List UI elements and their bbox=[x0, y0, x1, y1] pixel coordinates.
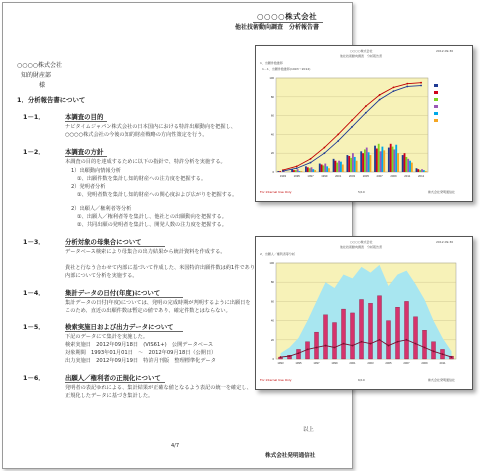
chart1-bar bbox=[366, 148, 368, 172]
chart1-legend-swatch bbox=[434, 98, 438, 101]
chart2-line-point bbox=[280, 356, 282, 358]
chart1-company: ○○○○株式会社 bbox=[350, 49, 373, 53]
chart2-y-tick-label: 40 bbox=[270, 318, 274, 323]
chart2-x-tick-label: 2005 bbox=[385, 361, 392, 365]
chart1-bar bbox=[319, 164, 321, 172]
chart1-legend-swatch bbox=[434, 119, 438, 122]
chart2-y-tick-label: 20 bbox=[270, 337, 274, 342]
section-5-line: 検索実施日 2012年09月18日 (VIS61+) 公開データベース bbox=[65, 342, 214, 348]
chart2-bar bbox=[296, 349, 300, 359]
chart2-line-point bbox=[316, 347, 318, 349]
chart2-line-point bbox=[379, 339, 381, 341]
chart1-line-point bbox=[296, 167, 298, 169]
chart1-line-point bbox=[365, 105, 367, 107]
chart2-line-point bbox=[442, 353, 444, 355]
chart1-bar bbox=[393, 149, 395, 172]
chart2-bar bbox=[359, 299, 363, 359]
chart1-section-label: 1．出願件数推移 bbox=[260, 61, 283, 65]
section-2-underline bbox=[65, 156, 107, 157]
section-5-underline bbox=[65, 331, 183, 332]
section-6-underline bbox=[65, 382, 165, 383]
closing-mark: 以上 bbox=[303, 427, 314, 433]
addressee-company: ○○○○株式会社 bbox=[17, 62, 62, 69]
chart1-bar bbox=[417, 169, 419, 172]
chart1-y-tick-label: 60 bbox=[270, 113, 274, 118]
chart1-bar bbox=[350, 158, 352, 172]
section-3-number: 1－3． bbox=[23, 238, 45, 246]
chart2-line-point bbox=[370, 343, 372, 345]
chart2-company: ○○○○株式会社 bbox=[350, 240, 373, 244]
chart1-y-tick-label: 0 bbox=[272, 170, 274, 174]
section-2-line: ①、出願件数を集計し知的財産への注力度を把握する。 bbox=[77, 176, 207, 182]
chart2-line-point bbox=[388, 345, 390, 347]
section-5-line: 出力実施日 2012年09月19日 特許月刊版 整理標準化データ bbox=[65, 358, 216, 364]
chart2-bar bbox=[386, 321, 390, 359]
chart2-y-tick-label: 0 bbox=[272, 357, 274, 361]
chart1-header-title: 他社技術動向調査 分析報告書 bbox=[340, 54, 383, 58]
chart1-bar bbox=[407, 159, 409, 172]
section-5-number: 1－5． bbox=[23, 323, 45, 331]
chart1-x-tick-label: 1993 bbox=[279, 174, 287, 178]
chart2-line-point bbox=[325, 345, 327, 347]
chart1-x-tick-label: 2003 bbox=[348, 174, 356, 178]
section-5-line: 下記のデータにて集計を実施した。 bbox=[65, 334, 149, 340]
chart1-line-point bbox=[393, 87, 395, 89]
section-2-line: 2）出願人／権利者等分析 bbox=[71, 206, 132, 212]
chart1-footer-page: 5/10 bbox=[358, 190, 365, 194]
chart1-x-tick-label: 2009 bbox=[390, 174, 397, 178]
chart1-line-point bbox=[296, 165, 298, 167]
chart1-bar bbox=[324, 164, 326, 172]
chart1-sub-label: 1－1．出願件数推移(1993～2012) bbox=[262, 67, 311, 71]
chart2-bar bbox=[377, 296, 381, 359]
chart-snapshot-2 bbox=[255, 236, 473, 390]
chart1-bar bbox=[368, 152, 370, 172]
section-6-line: 発明者の表記ゆれによる、集計結果が正確な値となるよう表記の統一を確定し、 bbox=[65, 385, 252, 391]
chart2-x-tick-label: 2003 bbox=[367, 361, 374, 365]
chart2-y-tick-label: 80 bbox=[270, 280, 274, 285]
section-1-number: 1－1． bbox=[23, 113, 45, 121]
chart1-bar bbox=[307, 167, 309, 172]
chart1-bar bbox=[423, 170, 425, 172]
chart2-bar bbox=[332, 323, 336, 359]
chart2-line-point bbox=[289, 355, 291, 357]
chart2-plot bbox=[262, 259, 466, 375]
company-header: ○○○○株式会社 bbox=[257, 12, 318, 21]
chart2-x-tick-label: 2007 bbox=[403, 361, 410, 365]
chart2-line-point bbox=[352, 345, 354, 347]
chart2-line-point bbox=[406, 339, 408, 341]
section-3-line: 内部について分析を実施する。 bbox=[65, 273, 138, 279]
chart1-bar bbox=[311, 167, 313, 172]
chart1-bar bbox=[381, 147, 383, 172]
chart1-bar bbox=[421, 169, 423, 172]
chart1-bar bbox=[323, 165, 325, 172]
chart1-line-point bbox=[351, 119, 353, 121]
section-2-line: ①、発明者数を集計し知的財産への関心度および広がりを把握する。 bbox=[77, 192, 238, 198]
chart2-line-point bbox=[298, 352, 300, 354]
chart1-y-tick-label: 40 bbox=[270, 132, 274, 137]
chart1-line-point bbox=[420, 85, 422, 87]
section-4-line: このため、直近の出願件数は暫定の値であり、確定件数とはならない。 bbox=[65, 308, 231, 314]
chart1-legend-swatch bbox=[434, 91, 438, 94]
chart2-y-tick-label: 100 bbox=[269, 261, 274, 265]
section-5-title: 検索実施日および出力データについて bbox=[65, 323, 174, 331]
chart1-bar bbox=[342, 164, 344, 172]
chart1-bar bbox=[340, 162, 342, 172]
chart1-x-tick-label: 1995 bbox=[293, 174, 300, 178]
chart2-bar bbox=[314, 332, 318, 359]
chart-snapshot-1 bbox=[255, 45, 473, 202]
chart2-section-label: 2．出願人／権利者等分析 bbox=[260, 252, 295, 256]
chart1-bar bbox=[300, 171, 302, 172]
chart1-bar bbox=[395, 145, 397, 172]
chart1-date: 2012.09.30 bbox=[436, 49, 454, 53]
chart1-line-point bbox=[406, 83, 408, 85]
chart2-line-point bbox=[397, 341, 399, 343]
chart2-line-point bbox=[433, 350, 435, 352]
chart1-bar bbox=[354, 157, 356, 172]
chart1-y-tick-label: 80 bbox=[270, 94, 274, 99]
chart2-y-tick-label: 60 bbox=[270, 299, 274, 304]
chart1-bar bbox=[362, 153, 364, 172]
addressee-dept: 知的財産部 bbox=[21, 72, 52, 79]
chart1-legend-swatch bbox=[434, 84, 438, 87]
main-heading: 1．分析報告書について bbox=[17, 96, 86, 104]
chart1-bar bbox=[356, 161, 358, 172]
chart1-bar bbox=[279, 171, 281, 172]
chart2-bar bbox=[323, 315, 327, 359]
section-1-underline bbox=[65, 121, 107, 122]
section-3-title: 分析対象の母集合について bbox=[65, 238, 142, 246]
section-6-number: 1－6． bbox=[23, 374, 45, 382]
section-4-number: 1－4． bbox=[23, 289, 45, 297]
section-1-line: ナビタイムジャパン株式会社の日本国内における特許出願動向を把握し、 bbox=[65, 124, 236, 130]
chart1-bar bbox=[312, 169, 314, 172]
chart1-bar bbox=[338, 161, 340, 172]
chart1-bar bbox=[295, 170, 297, 172]
chart1-bar bbox=[352, 153, 354, 172]
chart1-x-tick-label: 2001 bbox=[335, 174, 342, 178]
chart1-line-point bbox=[365, 112, 367, 114]
chart1-bar bbox=[425, 171, 427, 172]
chart2-line-point bbox=[307, 349, 309, 351]
chart2-x-tick-label: 1995 bbox=[295, 361, 302, 365]
chart1-y-tick-label: 20 bbox=[270, 151, 274, 156]
section-3-underline bbox=[65, 246, 165, 247]
chart1-line-point bbox=[379, 94, 381, 96]
section-6-title: 出願人／権利者の正規化について bbox=[65, 374, 161, 382]
chart1-x-tick-label: 1997 bbox=[307, 174, 314, 178]
footer-company: 株式会社発明通信社 bbox=[265, 453, 316, 459]
chart2-header-title: 他社技術動向調査 分析報告書 bbox=[340, 245, 383, 249]
section-2-line: ②、共同出願の発明者を集計し、開発人数の注力度を把握する。 bbox=[77, 222, 227, 228]
section-4-underline bbox=[65, 297, 183, 298]
chart1-bar bbox=[409, 161, 411, 172]
chart1-bar bbox=[397, 153, 399, 172]
section-5-line: 対象期間 1993年01月01日 ～ 2012年09月18日（公開日） bbox=[65, 350, 217, 356]
chart2-footer-left: For Internal Use Only bbox=[260, 378, 292, 382]
chart1-bar bbox=[370, 155, 372, 172]
report-title: 他社技術動向調査 分析報告書 bbox=[235, 24, 320, 31]
chart1-x-tick-label: 1999 bbox=[321, 174, 328, 178]
chart2-bar bbox=[368, 303, 372, 359]
chart1-bar bbox=[392, 147, 394, 172]
chart1-bar bbox=[404, 153, 406, 172]
section-2-line: 本調査の目的を達成するために以下の指針で、特許分析を実施する。 bbox=[65, 159, 226, 165]
section-2-number: 1－2． bbox=[23, 148, 45, 156]
section-2-line: 2）発明者分析 bbox=[71, 184, 106, 190]
chart2-x-tick-label: 2001 bbox=[349, 361, 356, 365]
chart1-bar bbox=[336, 163, 338, 172]
chart1-line-point bbox=[420, 82, 422, 84]
chart1-bar bbox=[411, 163, 413, 172]
chart1-bar bbox=[297, 169, 299, 172]
chart1-line-point bbox=[406, 86, 408, 88]
chart1-line-point bbox=[393, 90, 395, 92]
chart1-bar bbox=[364, 149, 366, 172]
chart1-bar bbox=[348, 156, 350, 172]
chart1-bar bbox=[405, 157, 407, 172]
chart2-footer-page: 6/10 bbox=[358, 378, 365, 382]
section-4-title: 集計データの日付(年度)について bbox=[65, 289, 161, 297]
chart1-line-point bbox=[310, 158, 312, 160]
section-2-line: 1）出願動向情報分析 bbox=[71, 168, 121, 174]
chart2-x-tick-label: 1993 bbox=[277, 361, 284, 365]
chart1-bar bbox=[321, 164, 323, 172]
chart2-bar bbox=[422, 330, 426, 359]
chart1-bar bbox=[293, 170, 295, 172]
chart1-line-point bbox=[351, 126, 353, 128]
chart1-line-point bbox=[323, 147, 325, 149]
chart2-line-point bbox=[343, 343, 345, 345]
chart1-line-point bbox=[310, 162, 312, 164]
chart1-bar bbox=[380, 151, 382, 172]
chart1-bar bbox=[328, 168, 330, 172]
chart1-bar bbox=[376, 149, 378, 173]
chart2-x-tick-label: 2009 bbox=[421, 361, 428, 365]
chart1-line-point bbox=[337, 140, 339, 142]
chart2-x-tick-label: 1999 bbox=[331, 361, 338, 365]
chart2-bar bbox=[341, 309, 345, 359]
section-1-title: 本調査の目的 bbox=[65, 113, 104, 121]
chart1-plot bbox=[262, 74, 466, 186]
chart1-y-tick-label: 100 bbox=[269, 76, 274, 80]
chart1-footer-left: For Internal Use Only bbox=[260, 190, 292, 194]
chart2-bar bbox=[350, 313, 354, 359]
chart2-bar bbox=[413, 317, 417, 359]
chart2-footer-right: 株式会社発明通信社 bbox=[428, 378, 456, 382]
section-3-line: 貴社と行なう合わせて内部に基づいて作成した、米国特許出願件数は約1件であり bbox=[65, 265, 256, 271]
chart1-bar bbox=[326, 166, 328, 172]
section-1-line: ○○○○株式会社の今後の知的財産戦略の方向性策定を行う。 bbox=[65, 132, 208, 138]
section-3-line: データベース検索により母集合の出力結果から統計資料を作成する。 bbox=[65, 249, 226, 255]
section-2-line: ①、出願人／権利者等を集計し、他社との出願動向を把握する。 bbox=[77, 214, 227, 220]
chart1-bar bbox=[402, 155, 404, 172]
chart1-bar bbox=[390, 144, 392, 172]
chart1-bar bbox=[305, 166, 307, 172]
section-2-title: 本調査の方針 bbox=[65, 148, 104, 156]
chart1-bar bbox=[277, 171, 279, 172]
chart1-bar bbox=[378, 144, 380, 172]
chart1-line-point bbox=[379, 99, 381, 101]
chart1-bar bbox=[346, 155, 348, 172]
chart1-footer-right: 株式会社発明通信社 bbox=[428, 190, 456, 194]
chart1-bar bbox=[360, 151, 362, 172]
chart1-x-tick-label: 2011 bbox=[404, 174, 411, 178]
chart1-x-tick-label: 2005 bbox=[362, 174, 369, 178]
section-6-line: 正規化したデータに基づき集計した。 bbox=[65, 393, 154, 399]
chart1-bar bbox=[334, 161, 336, 172]
chart1-x-tick-label: 2012 bbox=[417, 174, 425, 178]
chart2-x-tick-label: 1997 bbox=[313, 361, 320, 365]
chart1-bar bbox=[314, 170, 316, 172]
chart1-bar bbox=[419, 170, 421, 172]
chart1-bar bbox=[333, 159, 335, 172]
chart1-bar bbox=[383, 150, 385, 172]
chart2-line-point bbox=[451, 356, 453, 358]
chart1-legend-swatch bbox=[434, 105, 438, 108]
chart2-date: 2012.09.30 bbox=[436, 240, 454, 244]
chart1-line-point bbox=[282, 170, 284, 172]
chart1-line-point bbox=[323, 152, 325, 154]
chart2-line-point bbox=[334, 347, 336, 349]
chart1-x-tick-label: 2007 bbox=[376, 174, 383, 178]
chart2-line-point bbox=[361, 341, 363, 343]
chart2-x-tick-label: 2011 bbox=[439, 361, 446, 365]
header-underline bbox=[253, 22, 323, 23]
chart1-line-point bbox=[337, 134, 339, 136]
chart2-line-point bbox=[415, 343, 417, 345]
chart1-bar bbox=[309, 168, 311, 172]
chart1-legend-swatch bbox=[434, 112, 438, 115]
chart2-bar bbox=[404, 301, 408, 359]
chart1-bar bbox=[388, 148, 390, 172]
addressee-suffix: 様 bbox=[39, 82, 46, 89]
section-4-line: 集計データの日付(年度)については、発明の完成時期が判明するように出願日を bbox=[65, 300, 251, 306]
page-number: 4/7 bbox=[171, 443, 180, 449]
chart1-bar bbox=[374, 146, 376, 172]
chart1-bar bbox=[416, 168, 418, 172]
chart1-bar bbox=[299, 171, 301, 172]
chart2-line-point bbox=[424, 347, 426, 349]
chart2-bar bbox=[395, 307, 399, 359]
